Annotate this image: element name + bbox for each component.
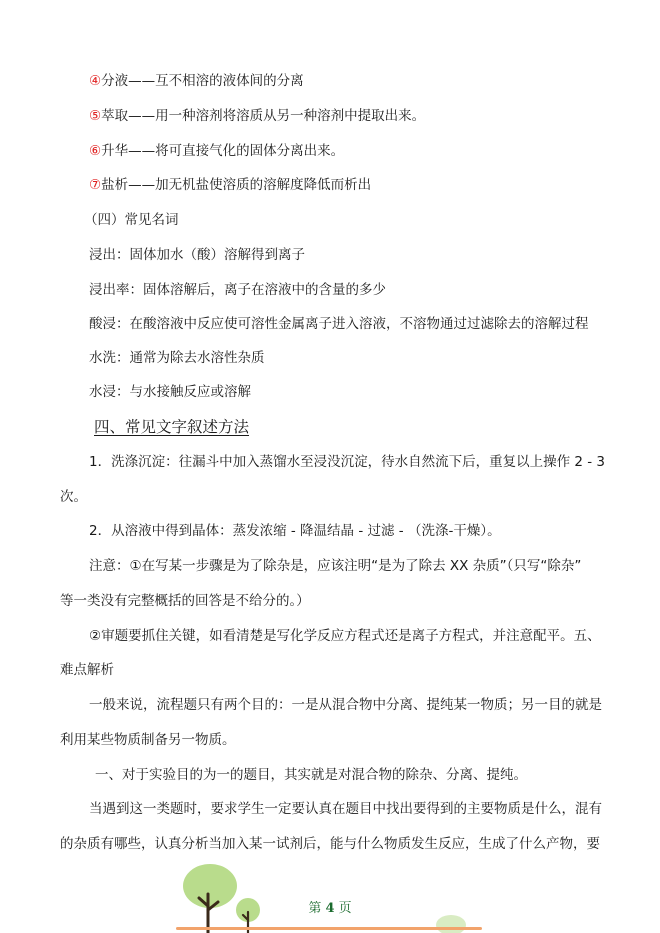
list-item-7 <box>89 176 371 194</box>
list-item-6 <box>89 142 344 160</box>
paragraph-7-cont: 的杂质有哪些，认真分析当加入某一试剂后，能与什么物质发生反应，生成了什么产物，要 <box>60 836 600 852</box>
paragraph-1: 1．洗涤沉淀：往漏斗中加入蒸馏水至浸没沉淀，待水自然流下后，重复以上操作 2 - 3 <box>89 454 606 470</box>
page-suffix: 页 <box>338 901 352 916</box>
paragraph-6: 一、对于实验目的为一的题目，其实就是对混合物的除杂、分离、提纯。 <box>95 767 527 783</box>
page-number <box>0 897 660 916</box>
term-line: 浸出：固体加水（酸）溶解得到离子 <box>89 247 305 263</box>
paragraph-3-cont: 等一类没有完整概括的回答是不给分的。） <box>60 593 310 609</box>
ground-line <box>176 927 482 930</box>
item-number: ⑥ <box>89 143 102 159</box>
subheading: （四）常见名词 <box>84 212 179 228</box>
list-item-5 <box>89 107 425 125</box>
paragraph-1-cont: 次。 <box>60 489 87 505</box>
item-text: 盐析——加无机盐使溶质的溶解度降低而析出 <box>101 177 372 193</box>
item-number: ④ <box>89 73 102 89</box>
paragraph-4: ②审题要抓住关键，如看清楚是写化学反应方程式还是离子方程式，并注意配平。五、 <box>89 628 601 644</box>
page-value: 4 <box>325 901 335 916</box>
item-text: 升华——将可直接气化的固体分离出来。 <box>101 143 345 159</box>
bush-icon <box>436 915 466 933</box>
paragraph-7: 当遇到这一类题时，要求学生一定要认真在题目中找出要得到的主要物质是什么，混有 <box>89 801 602 817</box>
page-prefix: 第 <box>308 901 322 916</box>
paragraph-5-cont: 利用某些物质制备另一物质。 <box>60 732 236 748</box>
item-number: ⑦ <box>89 177 102 193</box>
item-text: 萃取——用一种溶剂将溶质从另一种溶剂中提取出来。 <box>101 108 426 124</box>
section-title: 四、常见文字叙述方法 <box>94 418 250 436</box>
term-line: 浸出率：固体溶解后，离子在溶液中的含量的多少 <box>89 282 386 298</box>
paragraph-5: 一般来说，流程题只有两个目的：一是从混合物中分离、提纯某一物质；另一目的就是 <box>89 697 602 713</box>
paragraph-3: 注意：①在写某一步骤是为了除杂是，应该注明“是为了除去 XX 杂质”（只写“除杂” <box>89 558 582 574</box>
term-line: 酸浸：在酸溶液中反应使可溶性金属离子进入溶液，不溶物通过过滤除去的溶解过程 <box>89 316 589 332</box>
term-line: 水浸：与水接触反应或溶解 <box>89 384 251 400</box>
item-number: ⑤ <box>89 108 102 124</box>
item-text: 分液——互不相溶的液体间的分离 <box>101 73 304 89</box>
paragraph-2: 2．从溶液中得到晶体：蒸发浓缩 - 降温结晶 - 过滤 - （洗涤-干燥）。 <box>89 523 501 539</box>
term-line: 水洗：通常为除去水溶性杂质 <box>89 350 265 366</box>
list-item-4 <box>89 72 304 90</box>
paragraph-4-cont: 难点解析 <box>60 662 114 678</box>
